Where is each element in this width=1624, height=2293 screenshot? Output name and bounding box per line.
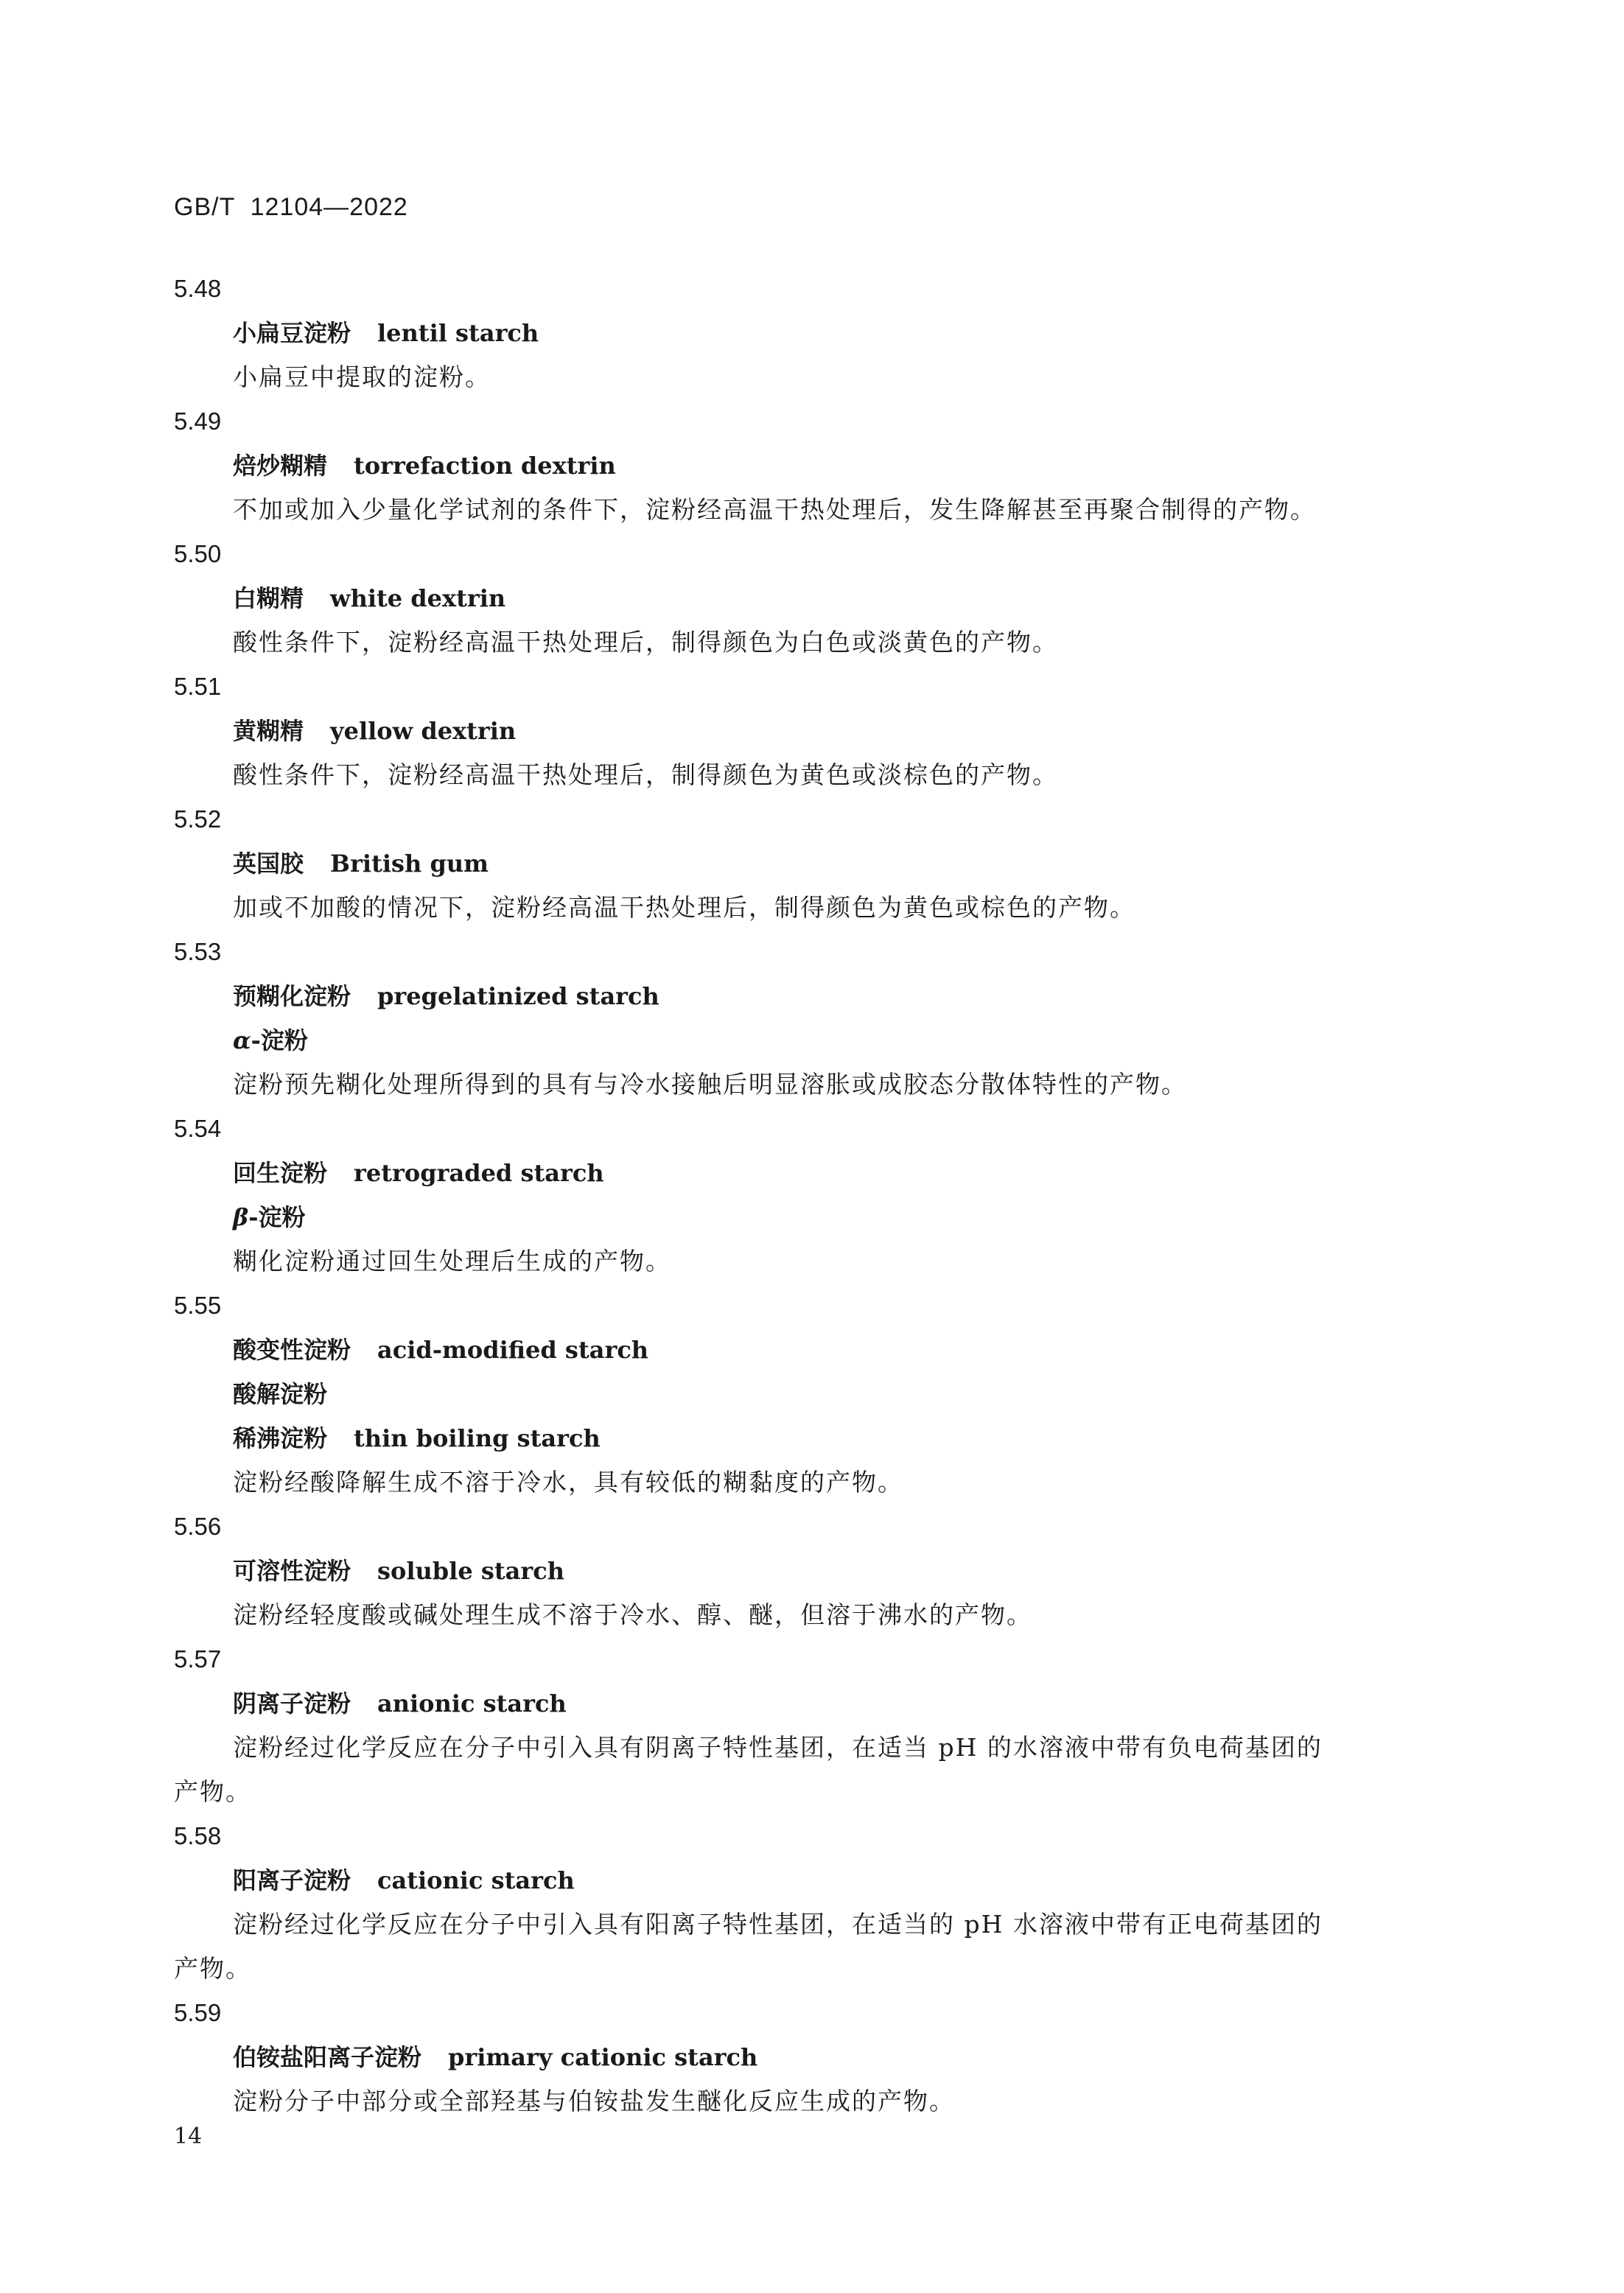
term-chinese: 伯铵盐阳离子淀粉 — [233, 2043, 422, 2071]
term-english: pregelatinized starch — [377, 982, 659, 1010]
terms-list — [174, 267, 1447, 2124]
synonym-chinese: 稀沸淀粉 — [233, 1424, 328, 1452]
page-number: 14 — [174, 2124, 203, 2149]
term-english: lentil starch — [377, 319, 539, 347]
term-english: soluble starch — [377, 1557, 564, 1585]
term-heading — [174, 576, 1447, 620]
term-synonym — [174, 1195, 1447, 1239]
term-definition-continuation: 产物。 — [174, 1954, 251, 1983]
term-heading — [174, 709, 1447, 753]
synonym-greek-letter: α — [233, 1026, 251, 1054]
term-definition: 酸性条件下，淀粉经高温干热处理后，制得颜色为白色或淡黄色的产物。 — [233, 628, 1058, 657]
term-definition: 糊化淀粉通过回生处理后生成的产物。 — [233, 1247, 671, 1275]
term-english: retrograded starch — [354, 1159, 604, 1187]
entry-number: 5.54 — [174, 1115, 222, 1142]
term-english: primary cationic starch — [448, 2043, 758, 2071]
term-synonym — [174, 1416, 1447, 1460]
term-heading — [174, 1328, 1447, 1372]
term-chinese: 酸变性淀粉 — [233, 1336, 351, 1364]
term-definition: 小扁豆中提取的淀粉。 — [233, 363, 491, 391]
term-heading — [174, 2035, 1447, 2079]
term-heading — [174, 444, 1447, 488]
term-chinese: 回生淀粉 — [233, 1159, 328, 1187]
term-english: British gum — [330, 850, 489, 878]
synonym-chinese: 酸解淀粉 — [233, 1380, 328, 1408]
entry-number: 5.49 — [174, 407, 222, 435]
entry-number: 5.55 — [174, 1292, 222, 1319]
term-chinese: 阳离子淀粉 — [233, 1866, 351, 1894]
term-chinese: 黄糊精 — [233, 717, 304, 745]
term-chinese: 白糊精 — [233, 584, 304, 612]
term-definition: 淀粉分子中部分或全部羟基与伯铵盐发生醚化反应生成的产物。 — [233, 2087, 955, 2115]
entry-number: 5.57 — [174, 1645, 222, 1673]
term-chinese: 阴离子淀粉 — [233, 1690, 351, 1718]
entry-number: 5.59 — [174, 1999, 222, 2026]
synonym-greek-letter: β — [233, 1203, 249, 1231]
term-chinese: 小扁豆淀粉 — [233, 319, 351, 347]
entry-number: 5.52 — [174, 805, 222, 833]
term-heading — [174, 841, 1447, 886]
term-definition: 酸性条件下，淀粉经高温干热处理后，制得颜色为黄色或淡棕色的产物。 — [233, 760, 1058, 789]
entry-number: 5.48 — [174, 275, 222, 302]
term-definition: 淀粉预先糊化处理所得到的具有与冷水接触后明显溶胀或成胶态分散体特性的产物。 — [233, 1070, 1187, 1099]
term-heading — [174, 1549, 1447, 1593]
entry-number: 5.58 — [174, 1822, 222, 1849]
term-synonym — [174, 1018, 1447, 1063]
term-english: yellow dextrin — [330, 717, 517, 745]
synonym-text: -淀粉 — [251, 1026, 308, 1054]
term-chinese: 预糊化淀粉 — [233, 982, 351, 1010]
term-definition: 不加或加入少量化学试剂的条件下，淀粉经高温干热处理后，发生降解甚至再聚合制得的产物。 — [233, 495, 1316, 524]
term-heading — [174, 1151, 1447, 1195]
term-definition: 加或不加酸的情况下，淀粉经高温干热处理后，制得颜色为黄色或棕色的产物。 — [233, 893, 1135, 922]
term-definition-continuation: 产物。 — [174, 1777, 251, 1806]
standard-code-header: GB/T 12104—2022 — [174, 193, 408, 221]
synonym-english: thin boiling starch — [354, 1424, 601, 1452]
term-english: torrefaction dextrin — [354, 452, 616, 480]
entry-number: 5.50 — [174, 540, 222, 567]
term-synonym — [174, 1372, 1447, 1416]
term-heading — [174, 1681, 1447, 1726]
term-chinese: 焙炒糊精 — [233, 452, 328, 480]
term-english: white dextrin — [330, 584, 506, 612]
term-heading — [174, 1858, 1447, 1902]
term-definition: 淀粉经轻度酸或碱处理生成不溶于冷水、醇、醚，但溶于沸水的产物。 — [233, 1600, 1032, 1629]
term-english: anionic starch — [377, 1690, 567, 1718]
term-english: cationic starch — [377, 1866, 575, 1894]
synonym-text: -淀粉 — [248, 1203, 306, 1231]
entry-number: 5.53 — [174, 938, 222, 965]
term-chinese: 可溶性淀粉 — [233, 1557, 351, 1585]
term-english: acid-modified starch — [377, 1336, 649, 1364]
term-definition: 淀粉经过化学反应在分子中引入具有阴离子特性基团，在适当 pH 的水溶液中带有负电荷基团的 — [233, 1733, 1323, 1762]
term-heading — [174, 311, 1447, 355]
term-definition: 淀粉经过化学反应在分子中引入具有阳离子特性基团，在适当的 pH 水溶液中带有正电荷基团的 — [233, 1910, 1323, 1939]
entry-number: 5.56 — [174, 1513, 222, 1540]
term-heading — [174, 974, 1447, 1018]
entry-number: 5.51 — [174, 673, 222, 700]
term-definition: 淀粉经酸降解生成不溶于冷水，具有较低的糊黏度的产物。 — [233, 1468, 903, 1496]
term-chinese: 英国胶 — [233, 850, 304, 878]
